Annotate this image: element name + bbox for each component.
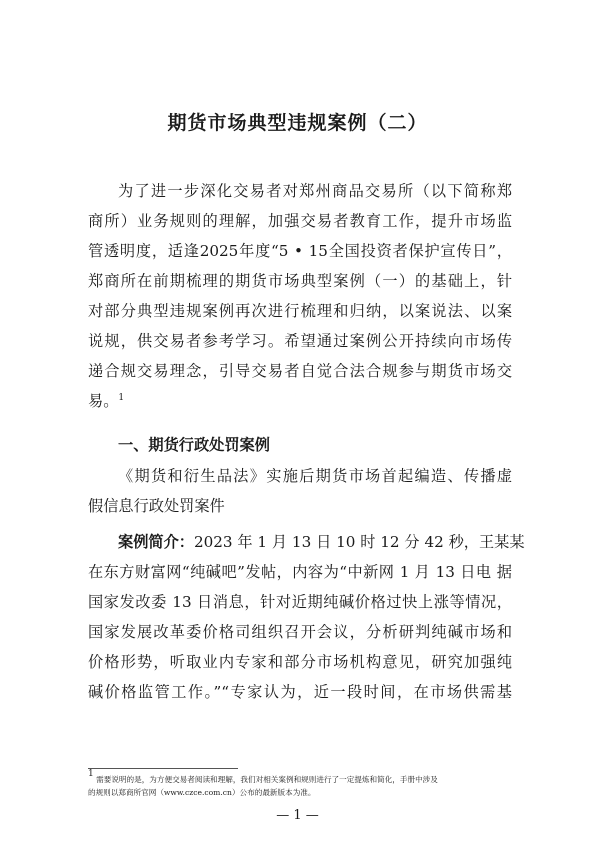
intro-line: 郑商所在前期梳理的期货市场典型案例（一）的基础上，针 [88,272,512,290]
page-number: — 1 — [276,808,319,823]
case-title-line: 假信息行政处罚案件 [88,497,225,515]
intro-line-last [88,386,512,416]
case-line: 国家发展改革委价格司组织召开会议，分析研判纯碱市场和 [88,623,512,641]
footnote-line [88,769,512,786]
section-heading: 一、期货行政处罚案例 [118,436,270,454]
document-title: 期货市场典型违规案例（二） [167,112,428,134]
case-line: 价格形势，听取业内专家和部分市场机构意见，研究加强纯 [88,653,512,671]
footnote-reference[interactable]: 1 [118,393,125,403]
case-title [88,461,512,521]
intro-line: 为了进一步深化交易者对郑州商品交易所（以下简称郑 [118,182,512,200]
case-label: 案例简介： [118,533,194,551]
case-line-text: 2023 年 1 月 13 日 10 时 12 分 42 秒，王某某 [193,533,525,551]
case-title-line: 《期货和衍生品法》实施后期货市场首起编造、传播虚 [118,467,512,485]
case-line: 国家发改委 13 日消息，针对近期纯碱价格过快上涨等情况， [88,593,512,611]
footnote [88,769,512,799]
case-summary [88,527,525,707]
intro-line: 管透明度，适逢2025年度“5 • 15全国投资者保护宣传日”， [88,242,512,260]
footnote-divider [88,768,238,769]
intro-paragraph [88,176,512,416]
case-line: 在东方财富网“纯碱吧”发帖，内容为“中新网 1 月 13 日电 据 [88,563,512,581]
intro-line: 递合规交易理念，引导交易者自觉合法合规参与期货市场交 [88,362,512,380]
case-line: 碱价格监管工作。”“专家认为，近一段时间，在市场供需基 [88,683,512,701]
case-line-first [88,527,525,557]
footnote-text: 需要说明的是，为方便交易者阅读和理解，我们对相关案例和规则进行了一定提炼和简化，手册中涉及 [96,775,438,784]
footnote-mark: 1 [88,769,94,779]
intro-line: 说规，供交易者参考学习。希望通过案例公开持续向市场传 [88,332,512,350]
intro-line-text: 易。 [88,392,119,410]
intro-line: 商所）业务规则的理解，加强交易者教育工作，提升市场监 [88,212,512,230]
footnote-line: 的规则以郑商所官网（www.czce.com.cn）公布的最新版本为准。 [88,788,316,797]
intro-line: 对部分典型违规案例再次进行梳理和归纳，以案说法、以案 [88,302,512,320]
